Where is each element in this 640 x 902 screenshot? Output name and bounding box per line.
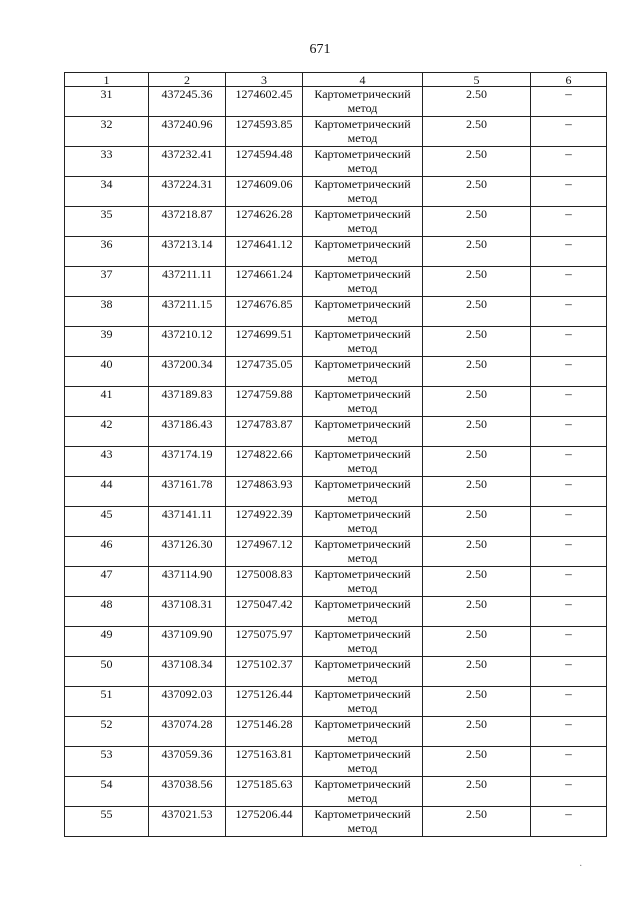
notes-cell: – [531,597,607,627]
y-coordinate-cell: 1274593.85 [226,117,303,147]
method-cell: Картометрический метод [303,297,423,327]
accuracy-cell: 2.50 [423,567,531,597]
notes-cell: – [531,537,607,567]
point-number-cell: 49 [65,627,149,657]
point-number-cell: 36 [65,237,149,267]
point-number-cell: 44 [65,477,149,507]
y-coordinate-cell: 1274783.87 [226,417,303,447]
method-cell: Картометрический метод [303,687,423,717]
point-number-cell: 41 [65,387,149,417]
header-col-3: 3 [226,73,303,87]
method-cell: Картометрический метод [303,447,423,477]
method-cell: Картометрический метод [303,117,423,147]
table-row [65,507,607,537]
accuracy-cell: 2.50 [423,447,531,477]
notes-cell: – [531,747,607,777]
accuracy-cell: 2.50 [423,777,531,807]
x-coordinate-cell: 437021.53 [149,807,226,837]
notes-cell: – [531,297,607,327]
y-coordinate-cell: 1274735.05 [226,357,303,387]
x-coordinate-cell: 437211.11 [149,267,226,297]
y-coordinate-cell: 1274661.24 [226,267,303,297]
notes-cell: – [531,477,607,507]
accuracy-cell: 2.50 [423,537,531,567]
method-cell: Картометрический метод [303,627,423,657]
x-coordinate-cell: 437059.36 [149,747,226,777]
table-row [65,297,607,327]
method-cell: Картометрический метод [303,327,423,357]
accuracy-cell: 2.50 [423,237,531,267]
x-coordinate-cell: 437141.11 [149,507,226,537]
method-cell: Картометрический метод [303,717,423,747]
table-row [65,477,607,507]
point-number-cell: 46 [65,537,149,567]
method-cell: Картометрический метод [303,807,423,837]
x-coordinate-cell: 437218.87 [149,207,226,237]
table-row [65,207,607,237]
y-coordinate-cell: 1275008.83 [226,567,303,597]
point-number-cell: 42 [65,417,149,447]
method-cell: Картометрический метод [303,177,423,207]
point-number-cell: 39 [65,327,149,357]
table-row [65,777,607,807]
accuracy-cell: 2.50 [423,417,531,447]
notes-cell: – [531,357,607,387]
table-row [65,387,607,417]
method-cell: Картометрический метод [303,477,423,507]
x-coordinate-cell: 437109.90 [149,627,226,657]
y-coordinate-cell: 1275075.97 [226,627,303,657]
accuracy-cell: 2.50 [423,87,531,117]
y-coordinate-cell: 1274626.28 [226,207,303,237]
x-coordinate-cell: 437108.31 [149,597,226,627]
x-coordinate-cell: 437200.34 [149,357,226,387]
table-row [65,117,607,147]
accuracy-cell: 2.50 [423,387,531,417]
accuracy-cell: 2.50 [423,267,531,297]
notes-cell: – [531,87,607,117]
header-col-2: 2 [149,73,226,87]
method-cell: Картометрический метод [303,537,423,567]
y-coordinate-cell: 1275185.63 [226,777,303,807]
x-coordinate-cell: 437186.43 [149,417,226,447]
y-coordinate-cell: 1274609.06 [226,177,303,207]
accuracy-cell: 2.50 [423,807,531,837]
notes-cell: – [531,687,607,717]
method-cell: Картометрический метод [303,567,423,597]
point-number-cell: 43 [65,447,149,477]
method-cell: Картометрический метод [303,747,423,777]
y-coordinate-cell: 1275126.44 [226,687,303,717]
point-number-cell: 47 [65,567,149,597]
point-number-cell: 54 [65,777,149,807]
y-coordinate-cell: 1274922.39 [226,507,303,537]
accuracy-cell: 2.50 [423,477,531,507]
table-row [65,807,607,837]
notes-cell: – [531,807,607,837]
table-header-row [65,73,607,87]
notes-cell: – [531,417,607,447]
x-coordinate-cell: 437114.90 [149,567,226,597]
table-row [65,687,607,717]
notes-cell: – [531,507,607,537]
point-number-cell: 51 [65,687,149,717]
point-number-cell: 38 [65,297,149,327]
method-cell: Картометрический метод [303,267,423,297]
accuracy-cell: 2.50 [423,297,531,327]
y-coordinate-cell: 1274967.12 [226,537,303,567]
method-cell: Картометрический метод [303,147,423,177]
table-row [65,417,607,447]
notes-cell: – [531,657,607,687]
table-row [65,747,607,777]
notes-cell: – [531,267,607,297]
table-row [65,357,607,387]
table-row [65,147,607,177]
x-coordinate-cell: 437211.15 [149,297,226,327]
y-coordinate-cell: 1274822.66 [226,447,303,477]
header-col-6: 6 [531,73,607,87]
notes-cell: – [531,117,607,147]
y-coordinate-cell: 1275047.42 [226,597,303,627]
point-number-cell: 33 [65,147,149,177]
method-cell: Картометрический метод [303,237,423,267]
y-coordinate-cell: 1274699.51 [226,327,303,357]
method-cell: Картометрический метод [303,207,423,237]
y-coordinate-cell: 1275163.81 [226,747,303,777]
point-number-cell: 52 [65,717,149,747]
point-number-cell: 37 [65,267,149,297]
coordinates-table [64,72,607,837]
table-row [65,537,607,567]
accuracy-cell: 2.50 [423,117,531,147]
notes-cell: – [531,717,607,747]
notes-cell: – [531,777,607,807]
accuracy-cell: 2.50 [423,147,531,177]
point-number-cell: 34 [65,177,149,207]
header-col-4: 4 [303,73,423,87]
table-row [65,87,607,117]
notes-cell: – [531,177,607,207]
table-row [65,267,607,297]
point-number-cell: 32 [65,117,149,147]
y-coordinate-cell: 1275102.37 [226,657,303,687]
y-coordinate-cell: 1275146.28 [226,717,303,747]
y-coordinate-cell: 1274863.93 [226,477,303,507]
x-coordinate-cell: 437213.14 [149,237,226,267]
method-cell: Картометрический метод [303,387,423,417]
accuracy-cell: 2.50 [423,327,531,357]
table-row [65,627,607,657]
header-col-5: 5 [423,73,531,87]
accuracy-cell: 2.50 [423,717,531,747]
x-coordinate-cell: 437038.56 [149,777,226,807]
method-cell: Картометрический метод [303,357,423,387]
x-coordinate-cell: 437224.31 [149,177,226,207]
accuracy-cell: 2.50 [423,627,531,657]
x-coordinate-cell: 437189.83 [149,387,226,417]
table-row [65,657,607,687]
point-number-cell: 55 [65,807,149,837]
table-row [65,567,607,597]
accuracy-cell: 2.50 [423,597,531,627]
notes-cell: – [531,447,607,477]
x-coordinate-cell: 437092.03 [149,687,226,717]
header-col-1: 1 [65,73,149,87]
method-cell: Картометрический метод [303,657,423,687]
x-coordinate-cell: 437245.36 [149,87,226,117]
y-coordinate-cell: 1274602.45 [226,87,303,117]
x-coordinate-cell: 437232.41 [149,147,226,177]
notes-cell: – [531,567,607,597]
x-coordinate-cell: 437074.28 [149,717,226,747]
table-body [65,87,607,837]
notes-cell: – [531,627,607,657]
table-row [65,327,607,357]
x-coordinate-cell: 437161.78 [149,477,226,507]
accuracy-cell: 2.50 [423,207,531,237]
accuracy-cell: 2.50 [423,507,531,537]
table-row [65,597,607,627]
table-row [65,447,607,477]
x-coordinate-cell: 437126.30 [149,537,226,567]
method-cell: Картометрический метод [303,507,423,537]
y-coordinate-cell: 1274594.48 [226,147,303,177]
notes-cell: – [531,147,607,177]
x-coordinate-cell: 437210.12 [149,327,226,357]
table-row [65,717,607,747]
table-row [65,177,607,207]
accuracy-cell: 2.50 [423,657,531,687]
y-coordinate-cell: 1275206.44 [226,807,303,837]
corner-mark: . [579,858,582,869]
accuracy-cell: 2.50 [423,747,531,777]
point-number-cell: 45 [65,507,149,537]
table-row [65,237,607,267]
x-coordinate-cell: 437108.34 [149,657,226,687]
x-coordinate-cell: 437174.19 [149,447,226,477]
point-number-cell: 35 [65,207,149,237]
point-number-cell: 31 [65,87,149,117]
point-number-cell: 50 [65,657,149,687]
point-number-cell: 53 [65,747,149,777]
accuracy-cell: 2.50 [423,177,531,207]
method-cell: Картометрический метод [303,87,423,117]
notes-cell: – [531,387,607,417]
accuracy-cell: 2.50 [423,687,531,717]
x-coordinate-cell: 437240.96 [149,117,226,147]
point-number-cell: 48 [65,597,149,627]
point-number-cell: 40 [65,357,149,387]
notes-cell: – [531,207,607,237]
accuracy-cell: 2.50 [423,357,531,387]
method-cell: Картометрический метод [303,597,423,627]
y-coordinate-cell: 1274641.12 [226,237,303,267]
y-coordinate-cell: 1274676.85 [226,297,303,327]
notes-cell: – [531,327,607,357]
notes-cell: – [531,237,607,267]
y-coordinate-cell: 1274759.88 [226,387,303,417]
method-cell: Картометрический метод [303,417,423,447]
method-cell: Картометрический метод [303,777,423,807]
page-number: 671 [309,42,331,57]
